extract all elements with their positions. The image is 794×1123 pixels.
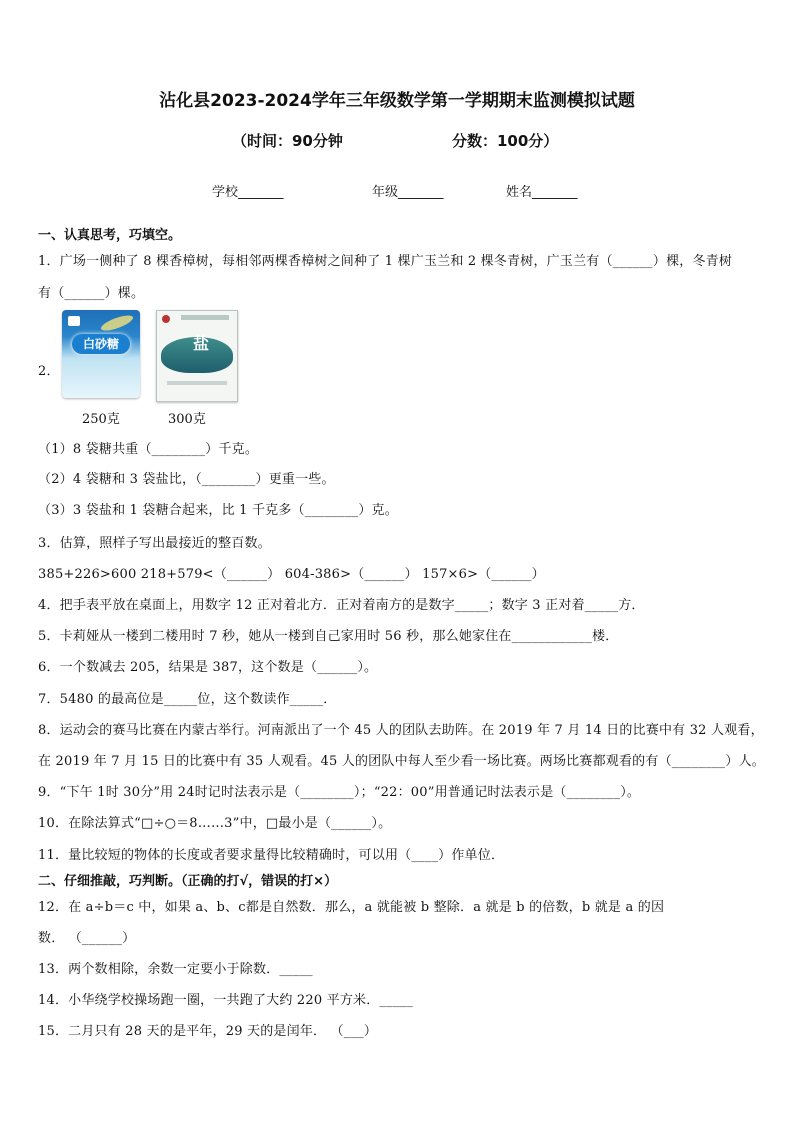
question-10: 10．在除法算式“□÷○＝8……3”中，□最小是（______）。 [38, 816, 392, 831]
exam-time [232, 130, 559, 151]
salt-bag-image [156, 310, 238, 402]
school-field: 学校_______ [212, 185, 284, 200]
swoosh-decoration [99, 312, 134, 333]
question-15: 15．二月只有 28 天的是平年，29 天的是闰年． （___） [38, 1024, 378, 1039]
question-6: 6．一个数减去 205，结果是 387，这个数是（______）。 [38, 660, 378, 675]
time-label: （时间：90分钟 [232, 132, 343, 150]
question-13: 13．两个数相除，余数一定要小于除数．_____ [38, 962, 313, 977]
salt-bag-label: 盐 [193, 334, 210, 353]
question-4: 4．把手表平放在桌面上，用数字 12 正对着北方．正对着南方的是数字_____；数字 3 正对着_____方． [38, 598, 645, 613]
sugar-weight-caption: 250克 [82, 412, 120, 427]
section-heading-fill-blank: 一、认真思考，巧填空。 [38, 228, 182, 243]
sugar-bag-label: 白砂糖 [72, 334, 130, 354]
question-2-part-2: （2）4 袋糖和 3 袋盐比，（________）更重一些。 [38, 472, 335, 487]
question-11: 11．量比较短的物体的长度或者要求量得比较精确时，可以用（____）作单位． [38, 848, 505, 863]
question-2-part-1: （1）8 袋糖共重（________）千克。 [38, 442, 259, 457]
question-2-part-3: （3）3 袋盐和 1 袋糖合起来，比 1 千克多（________）克。 [38, 503, 398, 518]
question-12-line-1: 12．在 a÷b＝c 中，如果 a、b、c都是自然数．那么，a 就能被 b 整除．a 就是 b 的倍数，b 就是 a 的因 [38, 900, 665, 915]
salt-bag-footer-stripe [167, 381, 227, 385]
question-1-line-1: 1．广场一侧种了 8 棵香樟树，每相邻两棵香樟树之间种了 1 棵广玉兰和 2 棵冬青树，广玉兰有（______）棵，冬青树 [38, 254, 733, 269]
question-14: 14．小华绕学校操场跑一圈，一共跑了大约 220 平方米．_____ [38, 993, 413, 1008]
name-field: 姓名_______ [506, 185, 578, 200]
salt-bag-header-stripe [181, 315, 229, 320]
question-8-line-2: 在 2019 年 7 月 15 日的比赛中有 35 人观看。45 人的团队中每人至少看一场比赛。两场比赛都观看的有（________）人。 [38, 754, 765, 769]
question-12-line-2: 数． （______） [38, 931, 136, 946]
salt-weight-caption: 300克 [168, 412, 206, 427]
question-5: 5．卡莉娅从一楼到二楼用时 7 秒，她从一楼到自己家用时 56 秒，那么她家住在____________楼． [38, 629, 619, 644]
question-9: 9．“下午 1时 30分”用 24时记时法表示是（________）；“22：00”用普通记时法表示是（________）。 [38, 785, 641, 800]
section-heading-true-false: 二、仔细推敲，巧判断。（正确的打√，错误的打×） [38, 874, 338, 889]
score-label: 分数：100分） [452, 132, 559, 150]
question-2-number: 2． [38, 364, 60, 379]
brand-logo-icon [162, 315, 170, 323]
brand-logo-icon [68, 316, 80, 326]
page-title: 沾化县2023-2024学年三年级数学第一学期期末监测模拟试题 [159, 91, 635, 111]
question-1-line-2: 有（______）棵。 [38, 286, 145, 301]
question-3-examples: 385+226>600 218+579<（______） 604-386>（______） 157×6>（______） [38, 567, 545, 582]
question-7: 7．5480 的最高位是_____位，这个数读作_____． [38, 692, 337, 707]
question-3: 3．估算，照样子写出最接近的整百数。 [38, 536, 271, 551]
question-8-line-1: 8．运动会的赛马比赛在内蒙古举行。河南派出了一个 45 人的团队去助阵。在 2019 年 7 月 14 日的比赛中有 32 人观看， [38, 723, 764, 738]
grade-field: 年级_______ [372, 185, 444, 200]
sugar-bag-image [62, 310, 140, 398]
